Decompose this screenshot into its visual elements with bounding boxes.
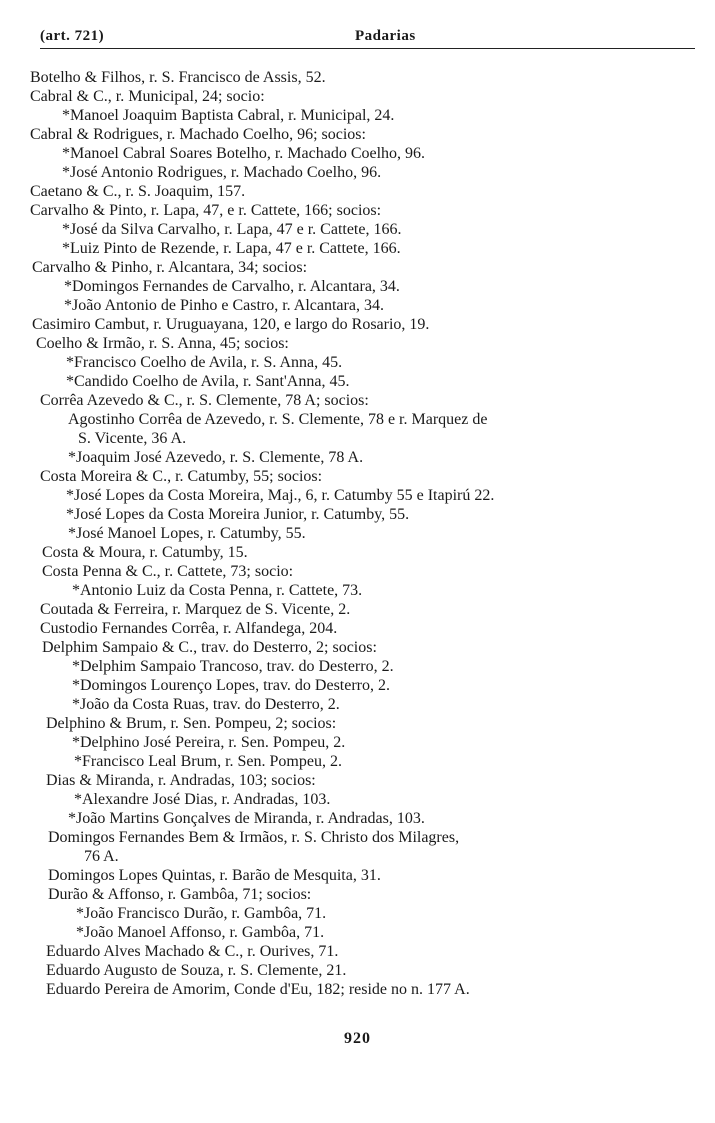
entry-line: S. Vicente, 36 A. — [78, 430, 187, 447]
entry-line: Durão & Affonso, r. Gambôa, 71; socios: — [48, 886, 312, 903]
entry-line: Caetano & C., r. S. Joaquim, 157. — [30, 183, 246, 200]
entry-line: *Luiz Pinto de Rezende, r. Lapa, 47 e r. Cattete, 166. — [62, 240, 401, 257]
entry-line: Cabral & C., r. Municipal, 24; socio: — [30, 88, 265, 105]
entry-line: *Manoel Cabral Soares Botelho, r. Machado Coelho, 96. — [62, 145, 426, 162]
entry-line: Domingos Lopes Quintas, r. Barão de Mesquita, 31. — [48, 867, 381, 884]
entry-line: Costa Penna & C., r. Cattete, 73; socio: — [42, 563, 294, 580]
entry-line: Costa Moreira & C., r. Catumby, 55; socios: — [40, 468, 323, 485]
entry-line: Cabral & Rodrigues, r. Machado Coelho, 96; socios: — [30, 126, 366, 143]
entry-line: Custodio Fernandes Corrêa, r. Alfandega, 204. — [40, 620, 338, 637]
entry-line: *João Martins Gonçalves de Miranda, r. Andradas, 103. — [68, 810, 425, 827]
entry-line: Coelho & Irmão, r. S. Anna, 45; socios: — [36, 335, 289, 352]
entry-line: Costa & Moura, r. Catumby, 15. — [42, 544, 248, 561]
entry-line: Carvalho & Pinto, r. Lapa, 47, e r. Cattete, 166; socios: — [30, 202, 382, 219]
entry-line: *João Antonio de Pinho e Castro, r. Alcantara, 34. — [64, 297, 384, 314]
entry-line: *Manoel Joaquim Baptista Cabral, r. Municipal, 24. — [62, 107, 395, 124]
entry-line: *Joaquim José Azevedo, r. S. Clemente, 78 A. — [68, 449, 364, 466]
entry-line: Eduardo Pereira de Amorim, Conde d'Eu, 182; reside no n. 177 A. — [46, 981, 470, 998]
entry-line: Eduardo Alves Machado & C., r. Ourives, 71. — [46, 943, 339, 960]
entry-line: Delphim Sampaio & C., trav. do Desterro, 2; socios: — [42, 639, 377, 656]
entry-line: *José Manoel Lopes, r. Catumby, 55. — [68, 525, 306, 542]
entry-line: *João Francisco Durão, r. Gambôa, 71. — [76, 905, 327, 922]
entry-line: *José da Silva Carvalho, r. Lapa, 47 e r. Cattete, 166. — [62, 221, 402, 238]
entry-line: 76 A. — [84, 848, 119, 865]
entry-line: Delphino & Brum, r. Sen. Pompeu, 2; socios: — [46, 715, 337, 732]
page-header — [40, 28, 695, 50]
entry-line: Dias & Miranda, r. Andradas, 103; socios: — [46, 772, 316, 789]
entry-line: *Domingos Fernandes de Carvalho, r. Alcantara, 34. — [64, 278, 400, 295]
entry-line: *João da Costa Ruas, trav. do Desterro, 2. — [72, 696, 340, 713]
entry-line: *Candido Coelho de Avila, r. Sant'Anna, 45. — [66, 373, 350, 390]
entry-line: Casimiro Cambut, r. Uruguayana, 120, e largo do Rosario, 19. — [32, 316, 430, 333]
entry-line: Eduardo Augusto de Souza, r. S. Clemente, 21. — [46, 962, 347, 979]
entry-line: *Antonio Luiz da Costa Penna, r. Cattete, 73. — [72, 582, 363, 599]
entry-line: Coutada & Ferreira, r. Marquez de S. Vicente, 2. — [40, 601, 351, 618]
entry-line: Corrêa Azevedo & C., r. S. Clemente, 78 A; socios: — [40, 392, 369, 409]
entry-line: Agostinho Corrêa de Azevedo, r. S. Clemente, 78 e r. Marquez de — [68, 411, 488, 428]
entry-line: Carvalho & Pinho, r. Alcantara, 34; socios: — [32, 259, 308, 276]
entry-line: *Delphim Sampaio Trancoso, trav. do Desterro, 2. — [72, 658, 394, 675]
entry-line: Botelho & Filhos, r. S. Francisco de Assis, 52. — [30, 69, 326, 86]
entry-line: *José Lopes da Costa Moreira Junior, r. Catumby, 55. — [66, 506, 410, 523]
entry-line: *José Antonio Rodrigues, r. Machado Coelho, 96. — [62, 164, 382, 181]
page-number: 920 — [344, 1030, 371, 1047]
entry-line: *Domingos Lourenço Lopes, trav. do Desterro, 2. — [72, 677, 390, 694]
entry-line: *Francisco Leal Brum, r. Sen. Pompeu, 2. — [74, 753, 342, 770]
entry-line: *Francisco Coelho de Avila, r. S. Anna, 45. — [66, 354, 343, 371]
entry-line: *João Manoel Affonso, r. Gambôa, 71. — [76, 924, 325, 941]
entry-line: *José Lopes da Costa Moreira, Maj., 6, r. Catumby 55 e Itapirú 22. — [66, 487, 495, 504]
header-rule — [40, 48, 695, 49]
entry-line: *Alexandre José Dias, r. Andradas, 103. — [74, 791, 331, 808]
article-number: (art. 721) — [40, 28, 105, 44]
entry-line: Domingos Fernandes Bem & Irmãos, r. S. Christo dos Milagres, — [48, 829, 460, 846]
section-title: Padarias — [355, 28, 416, 44]
entry-line: *Delphino José Pereira, r. Sen. Pompeu, 2. — [72, 734, 346, 751]
